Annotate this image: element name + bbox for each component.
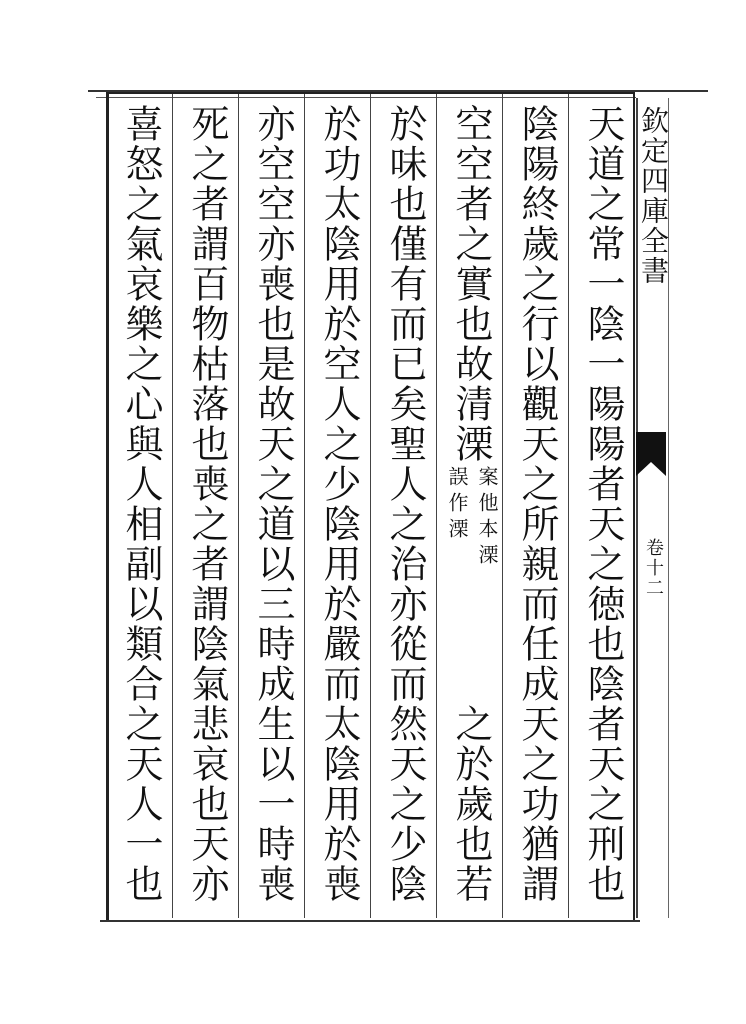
- text-column-3-main: 空空者之實也故清溧: [449, 104, 493, 464]
- text-column-3: [440, 104, 502, 914]
- column-divider: [304, 94, 305, 918]
- text-column-6: 亦空空亦喪也是故天之道以三時成生以一時喪: [251, 104, 295, 904]
- text-column-8: 喜怒之氣哀樂之心與人相副以類合之天人一也: [119, 104, 163, 904]
- text-column-2: 陰陽終歲之行以觀天之所親而任成天之功猶謂: [515, 104, 559, 904]
- text-column-5: 於功太陰用於空人之少陰用於嚴而太陰用於喪: [317, 104, 361, 904]
- annotation-line-1: 案他本溧: [475, 466, 499, 570]
- page-margin-banxin: [636, 98, 670, 918]
- fishtail-mark-icon: [636, 432, 666, 462]
- text-column-3-tail: 之於歲也若: [449, 704, 493, 904]
- text-column-1: 天道之常一陰一陽陽者天之徳也陰者天之刑也: [581, 104, 625, 904]
- book-title: 欽定四庫全書: [637, 106, 670, 286]
- column-divider: [568, 94, 569, 918]
- bottom-rule: [100, 920, 640, 922]
- column-divider: [436, 94, 437, 918]
- column-divider: [370, 94, 371, 918]
- annotation-line-2: 誤作溧: [445, 466, 469, 544]
- text-column-7: 死之者謂百物枯落也喪之者謂陰氣悲哀也天亦: [185, 104, 229, 904]
- column-divider: [502, 94, 503, 918]
- column-divider: [172, 94, 173, 918]
- column-divider: [238, 94, 239, 918]
- chapter-number: 卷十二: [643, 538, 664, 598]
- text-column-4: 於味也僅有而已矣聖人之治亦從而然天之少陰: [383, 104, 427, 904]
